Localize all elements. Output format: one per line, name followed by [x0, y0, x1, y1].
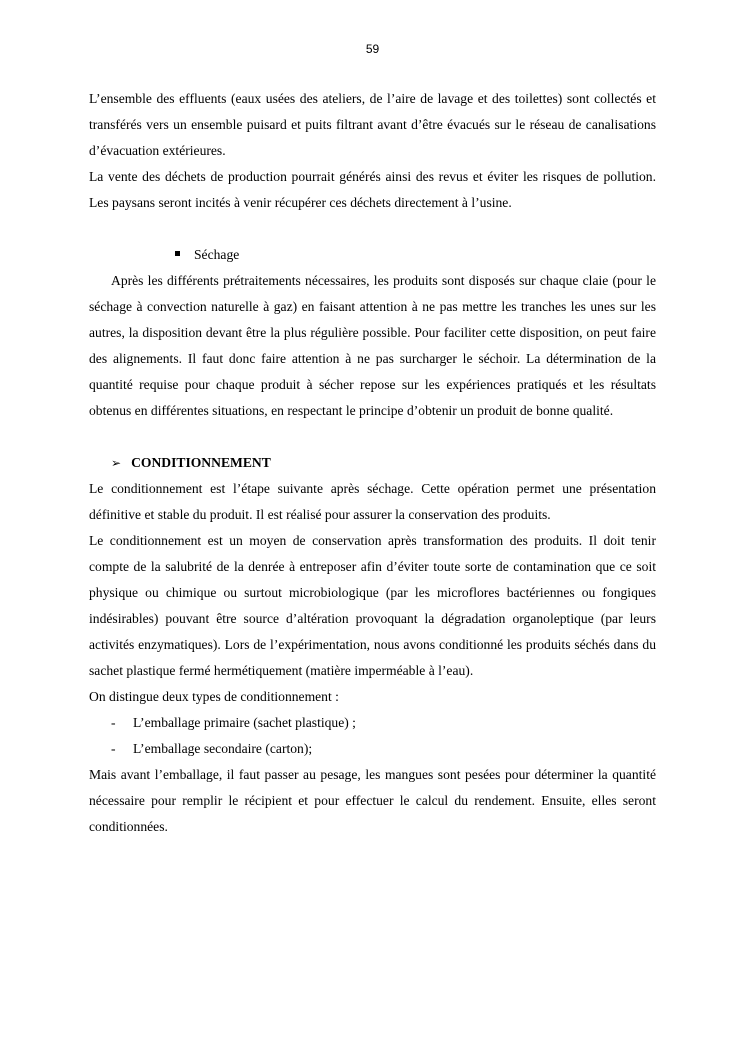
effluents-paragraph: L’ensemble des effluents (eaux usées des ateliers, de l’aire de lavage et des toilettes) sont collectés et transférés vers un ensemble puisard et puits filtrant avant d’être évacués sur le réseau de canalisations d’évacuation extérieures.: [89, 91, 656, 158]
dash-bullet: -: [111, 715, 116, 730]
square-bullet-icon: [175, 251, 180, 256]
dash-bullet: -: [111, 741, 116, 756]
page-number: 59: [365, 42, 380, 56]
arrow-bullet-icon: ➢: [111, 456, 122, 470]
conditionnement-title: CONDITIONNEMENT: [131, 455, 271, 470]
types-intro: On distingue deux types de conditionnement :: [89, 689, 339, 704]
list-item: [89, 710, 656, 736]
list-item-text: L’emballage secondaire (carton);: [133, 741, 313, 756]
spacer: [89, 424, 656, 450]
waste-sale-paragraph: La vente des déchets de production pourrait générés ainsi des revus et éviter les risques de pollution. Les paysans seront incités à venir récupérer ces déchets directement à l’usine.: [89, 169, 656, 210]
spacer: [89, 216, 656, 242]
sechage-heading: [89, 242, 656, 268]
conditionnement-paragraph-3: Mais avant l’emballage, il faut passer au pesage, les mangues sont pesées pour déterminer la quantité nécessaire pour remplir le récipient et pour effectuer le calcul du rendement. Ensuite, elles seront conditionnées.: [89, 767, 656, 834]
sechage-title: Séchage: [194, 247, 240, 262]
list-item: [89, 736, 656, 762]
conditionnement-paragraph-2: Le conditionnement est un moyen de conservation après transformation des produits. Il doit tenir compte de la salubrité de la denrée à entreposer afin d’éviter toute sorte de contamination que ce soit physique ou chimique ou surtout microbiologique (par les microflores bactériennes ou fongiques indésirables) pouvant être source d’altération provoquant la dégradation organoleptique (par leurs activités enzymatiques). Lors de l’expérimentation, nous avons conditionné les produits séchés dans du sachet plastique fermé hermétiquement (matière imperméable à l’eau).: [89, 533, 656, 678]
conditionnement-paragraph-1: Le conditionnement est l’étape suivante après séchage. Cette opération permet une présentation définitive et stable du produit. Il est réalisé pour assurer la conservation des produits.: [89, 481, 656, 522]
conditionnement-heading: [89, 450, 656, 476]
list-item-text: L’emballage primaire (sachet plastique) ;: [133, 715, 356, 730]
sechage-paragraph: Après les différents prétraitements nécessaires, les produits sont disposés sur chaque claie (pour le séchage à convection naturelle à gaz) en faisant attention à ne pas mettre les tranches les unes sur les autres, la disposition devant être la plus régulière possible. Pour faciliter cette disposition, on peut faire des alignements. Il faut donc faire attention à ne pas surcharger le séchoir. La détermination de la quantité requise pour chaque produit à sécher repose sur les expériences pratiqués et les résultats obtenus en différentes situations, en respectant le principe d’obtenir un produit de bonne qualité.: [89, 273, 656, 418]
document-body: [89, 86, 656, 840]
